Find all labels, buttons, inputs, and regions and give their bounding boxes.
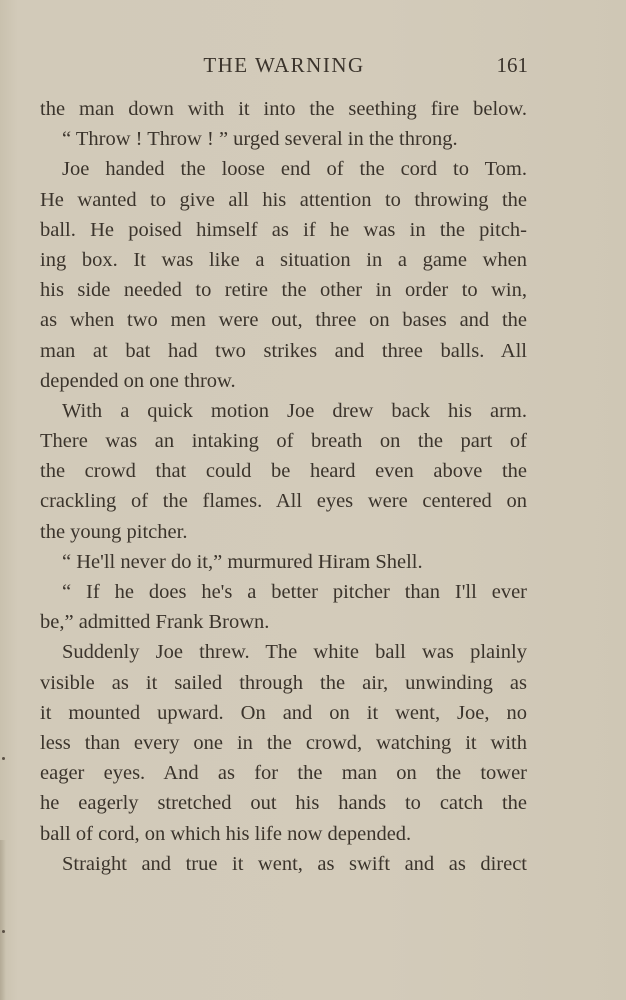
margin-speck <box>2 930 5 933</box>
text-line: the young pitcher. <box>40 520 188 543</box>
text-line: eager eyes. And as for the man on the tower <box>40 762 527 785</box>
text-line: ing box. It was like a situation in a game when <box>40 248 527 271</box>
text-line: be,” admitted Frank Brown. <box>40 611 270 634</box>
text-line: less than every one in the crowd, watching it with <box>40 731 527 754</box>
text-line: ball. He poised himself as if he was in the pitch- <box>40 218 527 241</box>
page-number: 161 <box>496 53 528 77</box>
text-line: depended on one throw. <box>40 369 236 392</box>
text-line: visible as it sailed through the air, unwinding as <box>40 671 527 694</box>
body-text <box>40 94 527 879</box>
text-line: With a quick motion Joe drew back his arm. <box>62 399 527 422</box>
text-line: “ He'll never do it,” murmured Hiram Shell. <box>62 550 423 573</box>
page-edge-shadow <box>0 840 6 1000</box>
text-line: Suddenly Joe threw. The white ball was plainly <box>62 641 527 664</box>
text-line: as when two men were out, three on bases and the <box>40 309 527 332</box>
text-line: the crowd that could be heard even above the <box>40 460 527 483</box>
text-line: crackling of the flames. All eyes were centered on <box>40 490 527 513</box>
text-line: He wanted to give all his attention to throwing the <box>40 188 527 211</box>
text-line: it mounted upward. On and on it went, Joe, no <box>40 701 527 724</box>
text-line: his side needed to retire the other in order to win, <box>40 279 527 302</box>
text-line: There was an intaking of breath on the part of <box>40 430 527 453</box>
margin-speck <box>2 757 5 760</box>
text-line: ball of cord, on which his life now depended. <box>40 822 412 845</box>
text-line: Joe handed the loose end of the cord to Tom. <box>62 158 527 181</box>
text-line: the man down with it into the seething fire below. <box>40 98 527 120</box>
text-line: “ Throw ! Throw ! ” urged several in the throng. <box>62 128 458 151</box>
text-line: man at bat had two strikes and three balls. All <box>40 339 527 362</box>
text-line: he eagerly stretched out his hands to catch the <box>40 792 527 815</box>
page-header <box>40 52 528 78</box>
text-line: “ If he does he's a better pitcher than I'll ever <box>62 581 527 603</box>
text-line: Straight and true it went, as swift and as direct <box>62 852 527 875</box>
running-head: THE WARNING <box>203 53 365 77</box>
